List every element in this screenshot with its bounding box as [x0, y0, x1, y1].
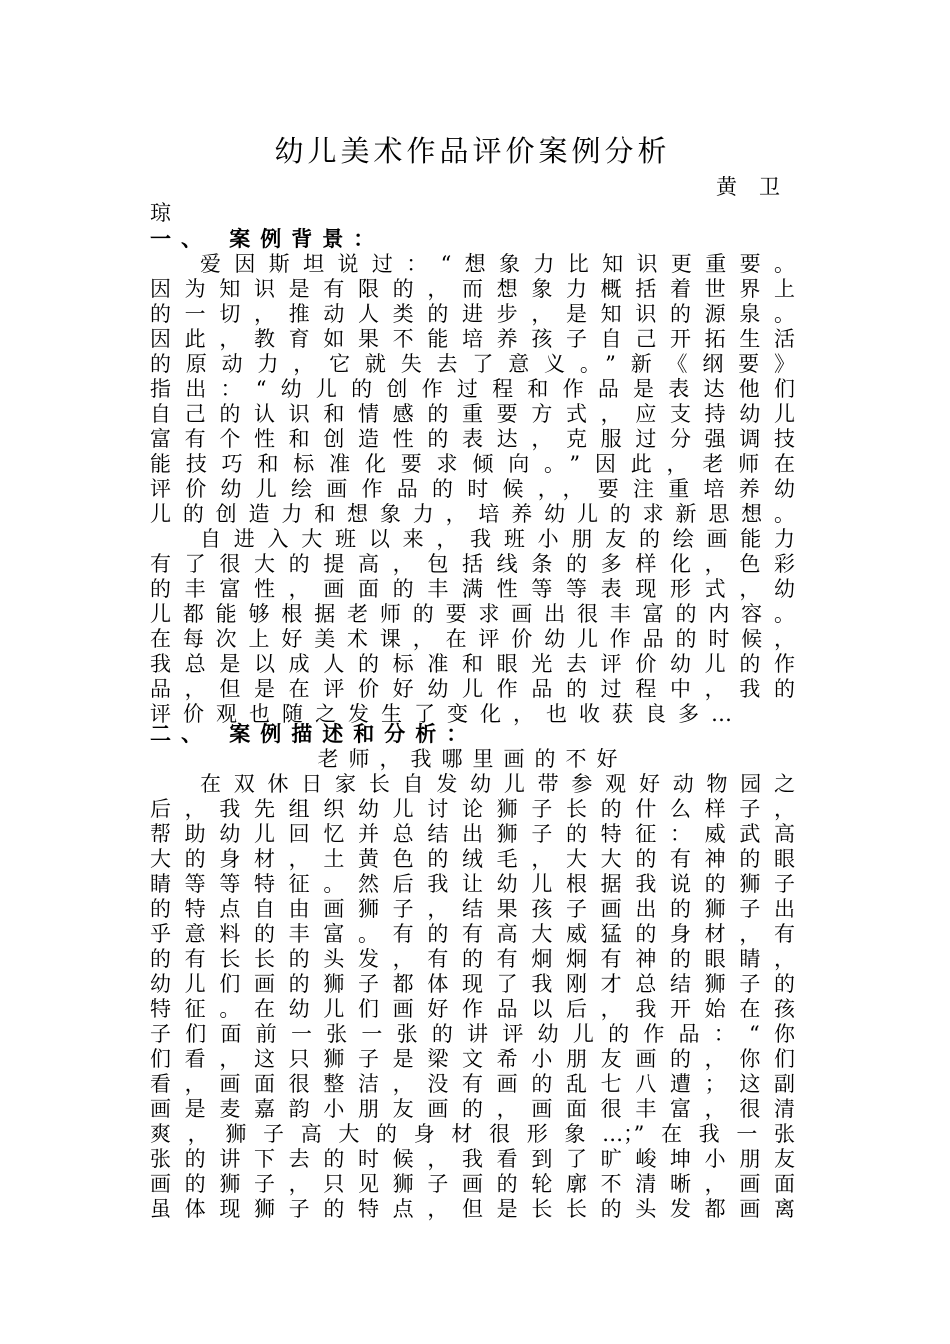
- paragraph-line: 爱因斯坦说过：“想象力比知识更重要。: [200, 252, 795, 276]
- paragraph-line: 在每次上好美术课，在评价幼儿作品的时候，: [150, 627, 795, 651]
- paragraph-line: 自进入大班以来，我班小朋友的绘画能力: [200, 527, 795, 551]
- paragraph-line: 的有长长的头发，有的有炯炯有神的眼睛，: [150, 947, 795, 971]
- paragraph-line: 我总是以成人的标准和眼光去评价幼儿的作: [150, 652, 795, 676]
- paragraph-line: 虽体现狮子的特点，但是长长的头发都画离: [150, 1197, 795, 1221]
- paragraph-line: 的丰富性，画面的丰满性等等表现形式，幼: [150, 577, 795, 601]
- paragraph-line: 有了很大的提高，包括线条的多样化，色彩: [150, 552, 795, 576]
- paragraph-line: 特征。在幼儿们画好作品以后，我开始在孩: [150, 997, 795, 1021]
- paragraph-line: 儿都能够根据老师的要求画出很丰富的内容。: [150, 602, 795, 626]
- author-name-wrap: 琼: [150, 201, 171, 225]
- paragraph-line: 的特点自由画狮子，结果孩子画出的狮子出: [150, 897, 795, 921]
- document-title: 幼儿美术作品评价案例分析: [274, 134, 671, 168]
- section-heading-case-analysis: 二、 案例描述和分析：: [150, 721, 478, 746]
- paragraph-line: 品，但是在评价好幼儿作品的过程中，我的: [150, 677, 795, 701]
- paragraph-line: 大的身材，土黄色的绒毛，大大的有神的眼: [150, 847, 795, 871]
- paragraph-line: 们看，这只狮子是梁文希小朋友画的，你们: [150, 1047, 795, 1071]
- paragraph-line: 因为知识是有限的，而想象力概括着世界上: [150, 277, 795, 301]
- paragraph-line: 儿的创造力和想象力，培养幼儿的求新思想。: [150, 502, 795, 526]
- paragraph-line: 的原动力，它就失去了意义。”新《纲要》: [150, 352, 795, 376]
- paragraph-line: 指出：“幼儿的创作过程和作品是表达他们: [150, 377, 795, 401]
- paragraph-line: 画是麦嘉韵小朋友画的，画面很丰富，很清: [150, 1097, 795, 1121]
- paragraph-line: 睛等等特征。然后我让幼儿根据我说的狮子: [150, 872, 795, 896]
- paragraph-line: 张的讲下去的时候，我看到了旷峻坤小朋友: [150, 1147, 795, 1171]
- paragraph-line: 乎意料的丰富。有的有高大威猛的身材，有: [150, 922, 795, 946]
- paragraph-line: 富有个性和创造性的表达，克服过分强调技: [150, 427, 795, 451]
- paragraph-line: 后，我先组织幼儿讨论狮子长的什么样子，: [150, 797, 795, 821]
- section-heading-background: 一、 案例背景：: [150, 226, 385, 251]
- paragraph-line: 评价幼儿绘画作品的时候，，要注重培养幼: [150, 477, 795, 501]
- paragraph-line: 自己的认识和情感的重要方式，应支持幼儿: [150, 402, 795, 426]
- paragraph-line: 看，画面很整洁，没有画的乱七八遭；这副: [150, 1072, 795, 1096]
- paragraph-line: 的一切，推动人类的进步，是知识的源泉。: [150, 302, 795, 326]
- paragraph-line: 幼儿们画的狮子都体现了我刚才总结狮子的: [150, 972, 795, 996]
- paragraph-line: 在双休日家长自发幼儿带参观好动物园之: [200, 772, 795, 796]
- paragraph-line: 帮助幼儿回忆并总结出狮子的特征：威武高: [150, 822, 795, 846]
- paragraph-line: 子们面前一张一张的讲评幼儿的作品：“你: [150, 1022, 795, 1046]
- paragraph-line: 能技巧和标准化要求倾向。”因此，老师在: [150, 452, 795, 476]
- paragraph-line: 评价观也随之发生了变化，也收获良多…: [150, 702, 744, 726]
- case-title: 老师，我哪里画的不好: [317, 747, 628, 771]
- author-name: 黄卫: [716, 175, 802, 199]
- paragraph-line: 爽，狮子高大的身材很形象…；”在我一张: [150, 1122, 795, 1146]
- paragraph-line: 因此，教育如果不能培养孩子自己开拓生活: [150, 327, 795, 351]
- paragraph-line: 画的狮子，只见狮子画的轮廓不清晰，画面: [150, 1172, 795, 1196]
